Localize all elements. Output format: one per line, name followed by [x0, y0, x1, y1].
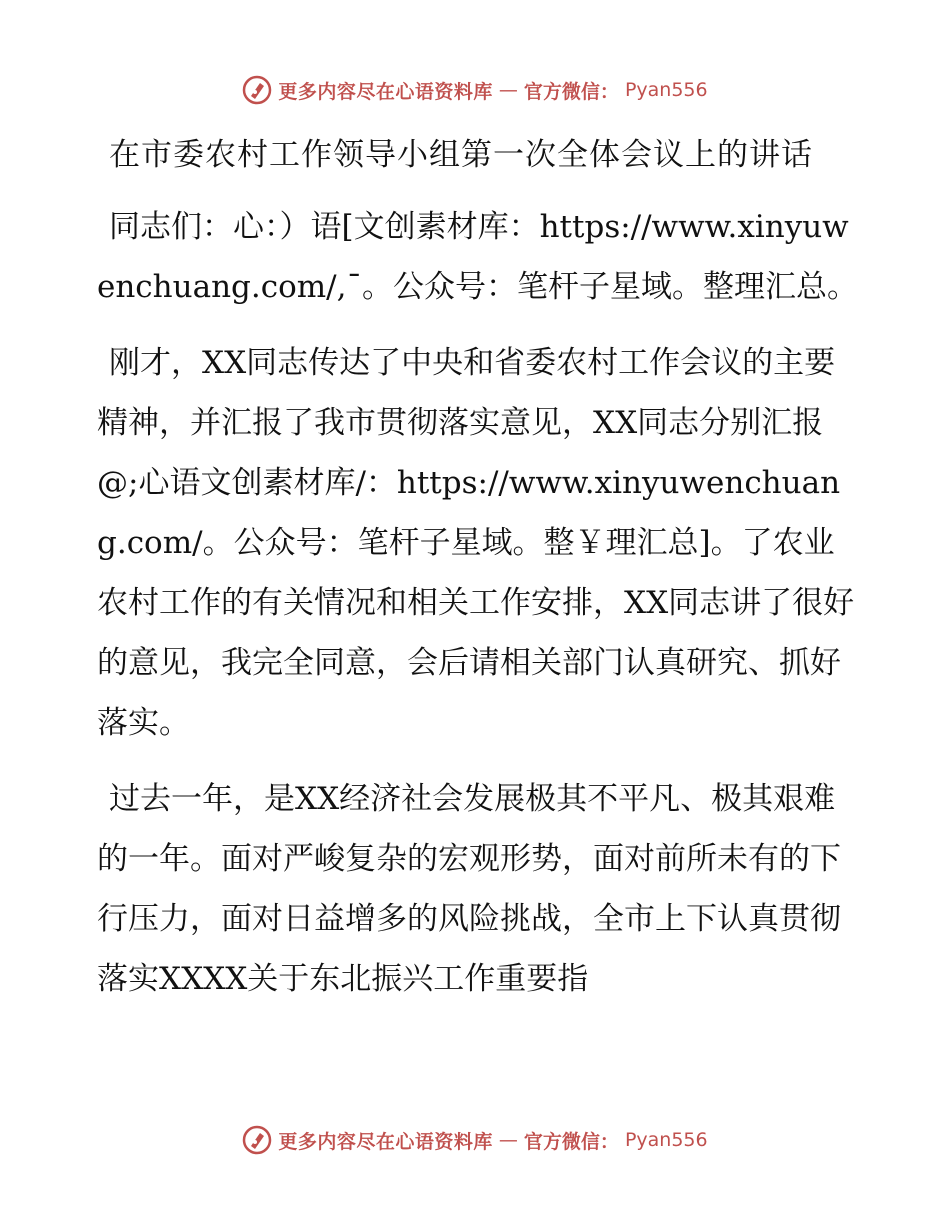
footer-banner-separator: —: [498, 1129, 518, 1151]
footer-banner: [0, 1120, 950, 1160]
document-body: [97, 125, 862, 1025]
header-banner-content: [242, 75, 707, 105]
footer-banner-text: 更多内容尽在心语资料库: [278, 1130, 493, 1153]
footer-banner-wechat-id: Pyan556: [624, 1129, 708, 1151]
footer-banner-content: [242, 1125, 707, 1155]
header-banner-wechat-label: 官方微信：: [523, 80, 619, 103]
header-banner-text: 更多内容尽在心语资料库: [278, 80, 493, 103]
pen-nib-logo-icon: [242, 1125, 272, 1155]
document-title: 在市委农村工作领导小组第一次全体会议上的讲话: [109, 137, 813, 173]
paragraph-2: 刚才，XX同志传达了中央和省委农村工作会议的主要精神，并汇报了我市贯彻落实意见，XX同志分别汇报@;心语文创素材库/：https://www.xinyuwenchuang.com/。公众号：笔杆子星域。整￥理汇总]。了农业农村工作的有关情况和相关工作安排，XX同志讲了很好的意见，我完全同意，会后请相关部门认真研究、抓好落实。: [97, 345, 855, 741]
header-banner-wechat-id: Pyan556: [624, 79, 708, 101]
paragraph-3: 过去一年，是XX经济社会发展极其不平凡、极其艰难的一年。面对严峻复杂的宏观形势，面对前所未有的下行压力，面对日益增多的风险挑战，全市上下认真贯彻落实XXXX关于东北振兴工作重要指: [97, 781, 841, 997]
pen-nib-logo-icon: [242, 75, 272, 105]
header-banner-separator: —: [498, 79, 518, 101]
paragraph-1: 同志们：心：）语[文创素材库：https://www.xinyuwenchuang.com/,¯。公众号：笔杆子星域。整理汇总。: [97, 209, 858, 305]
header-banner: [0, 70, 950, 110]
footer-banner-wechat-label: 官方微信：: [523, 1130, 619, 1153]
